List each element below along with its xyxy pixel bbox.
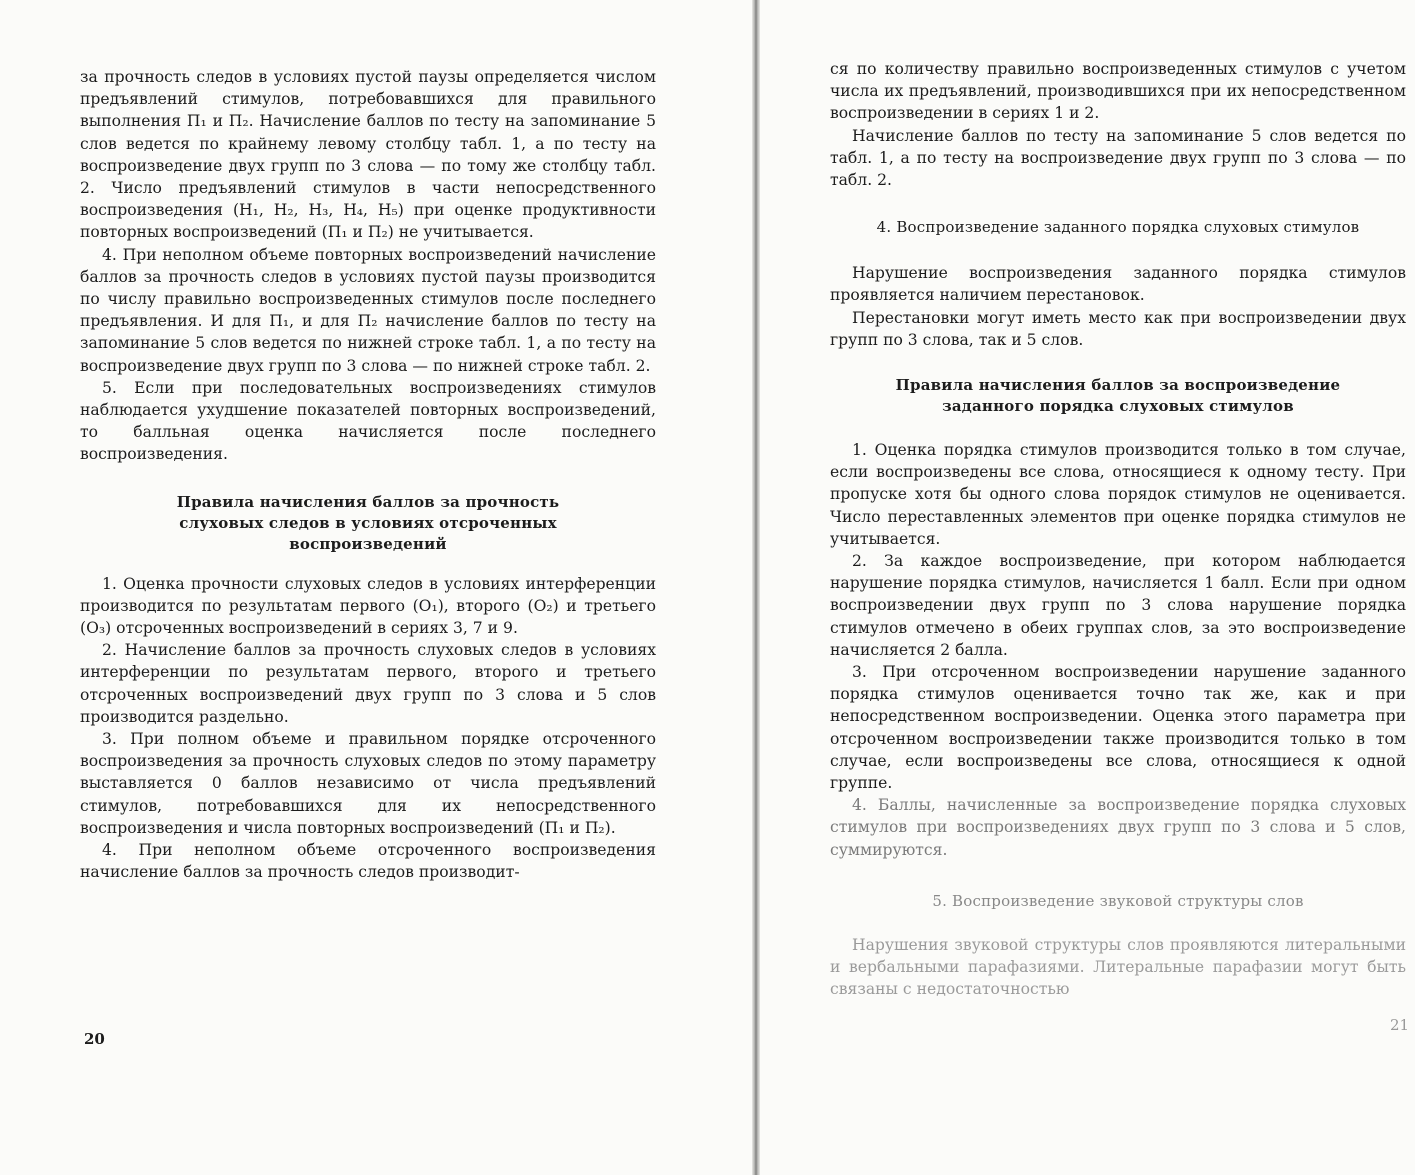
paragraph: ся по количеству правильно воспроизведенных стимулов с учетом числа их предъявлений, производившихся при их непосредственном воспроизведении в сериях 1 и 2. [830, 60, 1406, 123]
paragraph: 3. При полном объеме и правильном порядке отсроченного воспроизведения за прочность слуховых следов по этому параметру выставляется 0 баллов независимо от числа предъявлений стимулов, потребовавшихся для их непосредственного воспроизведения и числа повторных воспроизведений (П₁ и П₂). [80, 730, 656, 837]
right-page [760, 0, 1415, 1175]
section-heading: 5. Воспроизведение звуковой структуры слов [932, 891, 1304, 910]
paragraph: 3. При отсроченном воспроизведении нарушение заданного порядка стимулов оценивается точно так же, как и при непосредственном воспроизведении. Оценка этого параметра при отсроченном воспроизведении также производится только в том случае, если воспроизведены все слова, относящиеся к одной группе. [830, 663, 1406, 793]
section-heading: Правила начисления баллов за воспроизведение заданного порядка слуховых стимулов [895, 376, 1341, 416]
paragraph: за прочность следов в условиях пустой паузы определяется числом предъявлений стимулов, потребовавшихся для правильного выполнения П₁ и П₂. Начисление баллов по тесту на запоминание 5 слов ведется по крайнему левому столбцу табл. 1, а по тесту на воспроизведение двух групп по 3 слова — по тому же столбцу табл. 2. Число предъявлений стимулов в части непосредственного воспроизведения (Н₁, Н₂, Н₃, Н₄, Н₅) при оценке продуктивности повторных воспроизведений (П₁ и П₂) не учитывается. [80, 68, 656, 242]
paragraph: Перестановки могут иметь место как при воспроизведении двух групп по 3 слова, так и 5 слов. [830, 308, 1406, 349]
paragraph: 5. Если при последовательных воспроизведениях стимулов наблюдается ухудшение показателей повторных воспроизведений, то балльная оценка начисляется после последнего воспроизведения. [80, 378, 656, 464]
paragraph: Нарушения звуковой структуры слов проявляются литеральными и вербальными парафазиями. Литеральные парафазии могут быть связаны с недостаточностью [830, 935, 1406, 999]
paragraph: 1. Оценка прочности слуховых следов в условиях интерференции производится по результатам первого (О₁), второго (О₂) и третьего (О₃) отсроченных воспроизведений в сериях 3, 7 и 9. [80, 574, 656, 638]
paragraph: 2. Начисление баллов за прочность слуховых следов в условиях интерференции по результатам первого, второго и третьего отсроченных воспроизведений двух групп по 3 слова и 5 слов производится раздельно. [80, 641, 656, 726]
paragraph: 2. За каждое воспроизведение, при котором наблюдается нарушение порядка стимулов, начисляется 1 балл. Если при одном воспроизведении двух групп по 3 слова нарушение порядка стимулов отмечено в обеих группах слов, за это воспроизведение начисляется 2 балла. [830, 552, 1406, 659]
section-heading: 4. Воспроизведение заданного порядка слуховых стимулов [876, 218, 1360, 237]
paragraph: Нарушение воспроизведения заданного порядка стимулов проявляется наличием перестановок. [830, 264, 1406, 305]
paragraph: 4. Баллы, начисленные за воспроизведение порядка слуховых стимулов при воспроизведениях двух групп по 3 слова и 5 слов, суммируются. [830, 796, 1406, 859]
paragraph: 1. Оценка порядка стимулов производится только в том случае, если воспроизведены все слова, относящиеся к одному тесту. При пропуске хотя бы одного слова порядок стимулов не оценивается. Число переставленных элементов при оценке порядка стимулов не учитывается. [830, 441, 1406, 548]
page-number: 20 [84, 1030, 105, 1048]
right-text-column [830, 58, 1406, 1001]
paragraph: 4. При неполном объеме отсроченного воспроизведения начисление баллов за прочность следов производит- [80, 841, 656, 882]
paragraph: 4. При неполном объеме повторных воспроизведений начисление баллов за прочность следов в условиях пустой паузы производится по числу правильно воспроизведенных стимулов после последнего предъявления. И для П₁, и для П₂ начисление баллов по тесту на запоминание 5 слов ведется по нижней строке табл. 1, а по тесту на воспроизведение двух групп по 3 слова — по нижней строке табл. 2. [80, 245, 656, 375]
book-gutter [752, 0, 760, 1175]
paragraph: Начисление баллов по тесту на запоминание 5 слов ведется по табл. 1, а по тесту на воспроизведение двух групп по 3 слова — по табл. 2. [830, 126, 1406, 190]
left-text-column [80, 66, 656, 884]
section-heading: Правила начисления баллов за прочность слуховых следов в условиях отсроченных воспроизведений [176, 492, 560, 553]
page-number: 21 [1390, 1016, 1410, 1034]
